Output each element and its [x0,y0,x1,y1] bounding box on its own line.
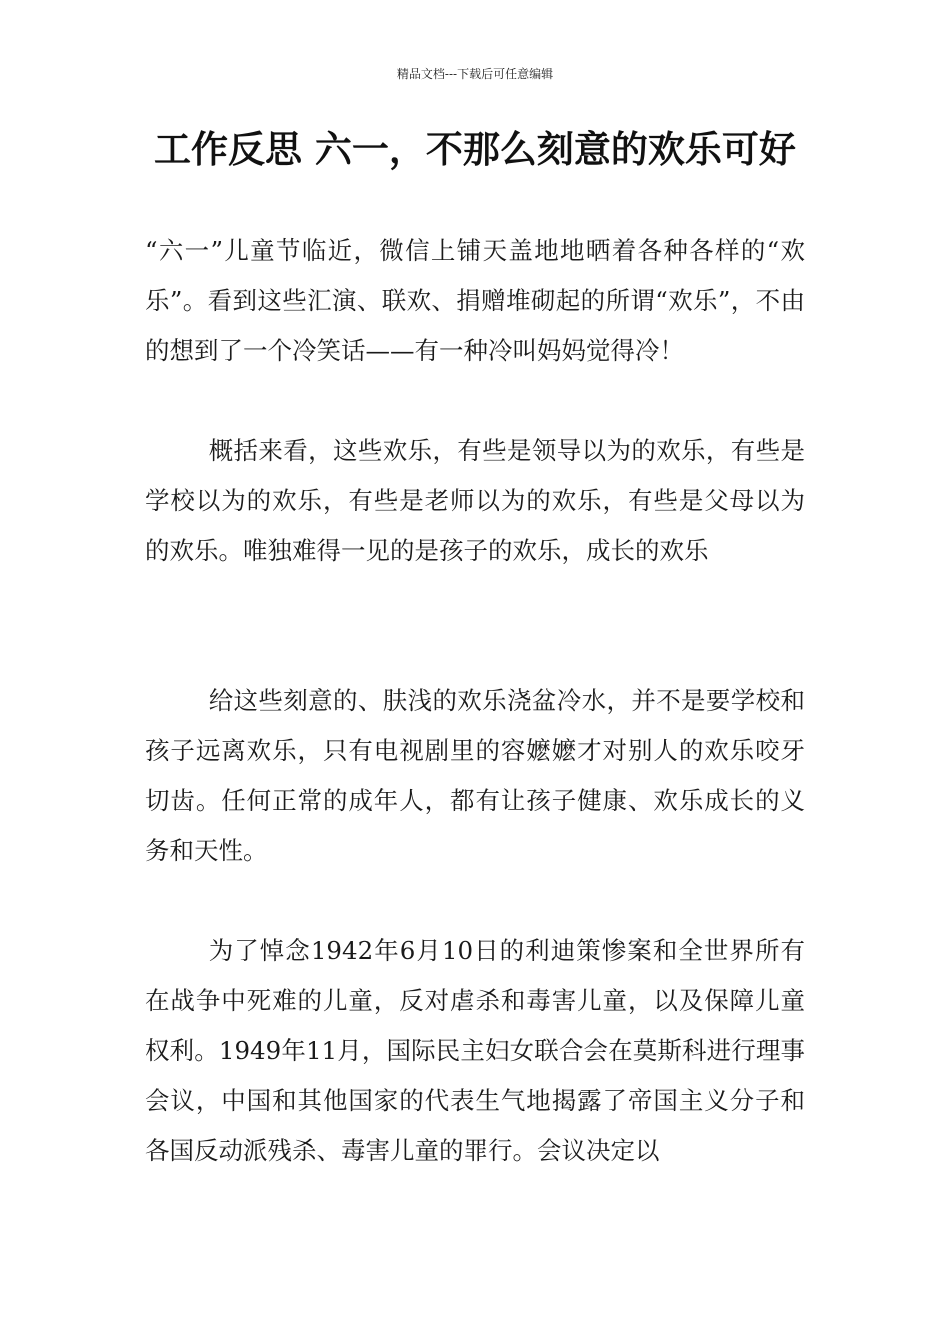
paragraph-4: 为了悼念1942年6月10日的利迪策惨案和全世界所有在战争中死难的儿童，反对虐杀和毒害儿童，以及保障儿童权利。1949年11月，国际民主妇女联合会在莫斯科进行理事会议，中国和其他国家的代表生气地揭露了帝国主义分子和各国反动派残杀、毒害儿童的罪行。会议决定以 [145,936,805,1165]
document-body [145,226,805,1176]
header-note: 精品文档---下载后可任意编辑 [396,67,554,81]
paragraph-spacer [145,576,805,676]
paragraph-1: “六一”儿童节临近，微信上铺天盖地地晒着各种各样的“欢乐”。看到这些汇演、联欢、捐赠堆砌起的所谓“欢乐”，不由的想到了一个冷笑话——有一种冷叫妈妈觉得冷！ [145,236,805,365]
document-title: 工作反思 六一，不那么刻意的欢乐可好 [154,128,796,171]
paragraph-spacer [145,376,805,426]
paragraph-spacer [145,876,805,926]
paragraph-3: 给这些刻意的、肤浅的欢乐浇盆冷水，并不是要学校和孩子远离欢乐，只有电视剧里的容嬷嬷才对别人的欢乐咬牙切齿。任何正常的成年人，都有让孩子健康、欢乐成长的义务和天性。 [145,686,805,865]
paragraph-2: 概括来看，这些欢乐，有些是领导以为的欢乐，有些是学校以为的欢乐，有些是老师以为的欢乐，有些是父母以为的欢乐。唯独难得一见的是孩子的欢乐，成长的欢乐 [145,436,805,565]
